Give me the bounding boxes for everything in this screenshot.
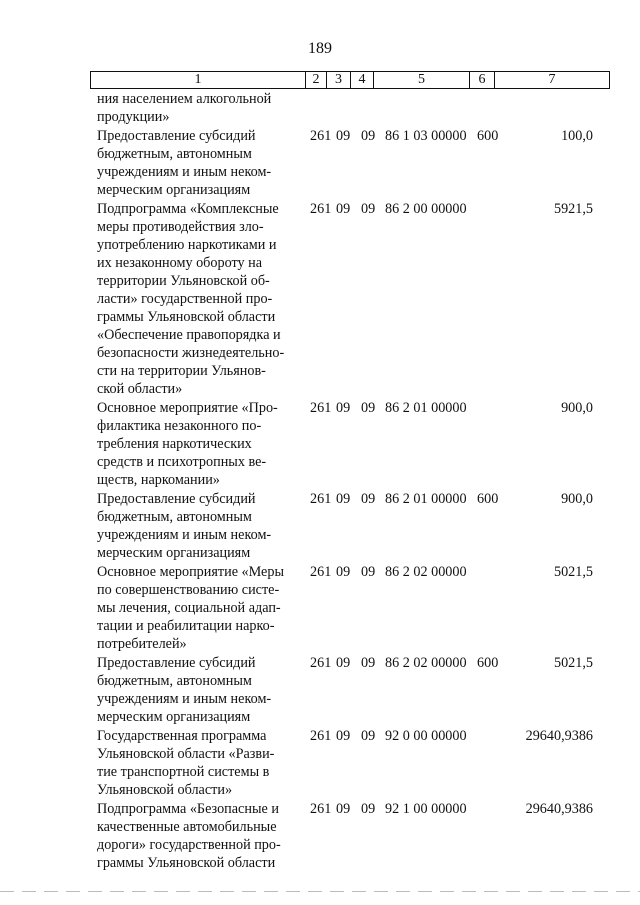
description-line: Предоставление субсидий [97,128,256,144]
amount: 900,0 [561,491,593,507]
row-description [97,727,301,799]
target-article: 86 2 01 00000 [385,400,467,416]
header-col-3: 3 [327,72,351,88]
ministry-code: 261 [310,128,332,144]
amount: 29640,9386 [525,728,593,744]
amount: 5921,5 [553,201,593,217]
table-row [0,800,640,872]
description-line: дороги» государственной про- [97,837,281,853]
header-col-6: 6 [470,72,495,88]
row-description [97,490,301,562]
description-line: учреждениям и иным неком- [97,527,272,543]
table-body [0,90,640,872]
description-line: Основное мероприятие «Меры [97,564,284,580]
page-number: 189 [308,40,332,57]
description-line: потребителей» [97,636,187,652]
table-row [0,90,640,126]
section-code: 09 [336,728,351,744]
description-line: ния населением алкогольной [97,91,272,107]
description-line: ласти» государственной про- [97,291,273,307]
header-col-1: 1 [91,72,306,88]
header-col-7: 7 [548,72,556,87]
scan-edge-divider [0,891,640,892]
table-row [0,727,640,799]
table-header [90,71,610,89]
description-line: меры противодействия зло- [97,219,264,235]
ministry-code: 261 [310,728,332,744]
amount: 29640,9386 [525,801,593,817]
section-code: 09 [336,564,351,580]
table-row [0,127,640,199]
description-line: Государственная программа [97,728,267,744]
table-row [0,654,640,726]
description-line: мерческим организациям [97,709,251,725]
description-line: Предоставление субсидий [97,491,256,507]
subsection-code: 09 [361,201,376,217]
description-line: мерческим организациям [97,545,251,561]
description-line: употреблению наркотиками и [97,237,277,253]
description-line: бюджетным, автономным [97,673,252,689]
row-description [97,127,301,199]
section-code: 09 [336,128,351,144]
description-line: безопасности жизнедеятельно- [97,345,285,361]
description-line: территории Ульяновской об- [97,273,270,289]
table-row [0,563,640,653]
row-description [97,654,301,726]
description-line: бюджетным, автономным [97,146,252,162]
target-article: 92 1 00 00000 [385,801,467,817]
target-article: 92 0 00 00000 [385,728,467,744]
description-line: ществ, наркомании» [97,472,220,488]
table-row [0,399,640,489]
description-line: тации и реабилитации нарко- [97,618,275,634]
ministry-code: 261 [310,801,332,817]
description-line: учреждениям и иным неком- [97,691,272,707]
target-article: 86 2 02 00000 [385,564,467,580]
ministry-code: 261 [310,400,332,416]
description-line: учреждениям и иным неком- [97,164,272,180]
ministry-code: 261 [310,201,332,217]
section-code: 09 [336,801,351,817]
row-description [97,399,301,489]
description-line: их незаконному обороту на [97,255,263,271]
description-line: продукции» [97,109,170,125]
section-code: 09 [336,491,351,507]
description-line: Ульяновской области «Разви- [97,746,275,762]
description-line: ской области» [97,381,183,397]
ministry-code: 261 [310,564,332,580]
description-line: мерческим организациям [97,182,251,198]
description-line: Ульяновской области» [97,782,233,798]
subsection-code: 09 [361,491,376,507]
row-description [97,200,301,398]
subsection-code: 09 [361,728,376,744]
description-line: средств и психотропных ве- [97,454,267,470]
target-article: 86 1 03 00000 [385,128,467,144]
amount: 100,0 [561,128,593,144]
subsection-code: 09 [361,400,376,416]
section-code: 09 [336,400,351,416]
target-article: 86 2 00 00000 [385,201,467,217]
amount: 5021,5 [553,564,593,580]
description-line: Основное мероприятие «Про- [97,400,278,416]
description-line: граммы Ульяновской области [97,309,276,325]
target-article: 86 2 01 00000 [385,491,467,507]
ministry-code: 261 [310,655,332,671]
subsection-code: 09 [361,564,376,580]
amount: 5021,5 [553,655,593,671]
expense-type: 600 [477,491,499,507]
description-line: Предоставление субсидий [97,655,256,671]
description-line: по совершенствованию систе- [97,582,280,598]
amount: 900,0 [561,400,593,416]
section-code: 09 [336,201,351,217]
target-article: 86 2 02 00000 [385,655,467,671]
header-col-4: 4 [351,72,374,88]
expense-type: 600 [477,128,499,144]
section-code: 09 [336,655,351,671]
header-col-5: 5 [374,72,470,88]
subsection-code: 09 [361,801,376,817]
subsection-code: 09 [361,655,376,671]
row-description [97,800,301,872]
description-line: качественные автомобильные [97,819,277,835]
description-line: «Обеспечение правопорядка и [97,327,281,343]
table-row [0,200,640,398]
description-line: тие транспортной системы в [97,764,270,780]
description-line: граммы Ульяновской области [97,855,276,871]
description-line: сти на территории Ульянов- [97,363,266,379]
header-col-2: 2 [306,72,327,88]
ministry-code: 261 [310,491,332,507]
row-description [97,563,301,653]
description-line: Подпрограмма «Безопасные и [97,801,279,817]
description-line: мы лечения, социальной адап- [97,600,281,616]
subsection-code: 09 [361,128,376,144]
description-line: Подпрограмма «Комплексные [97,201,279,217]
row-description [97,90,301,126]
table-row [0,490,640,562]
description-line: требления наркотических [97,436,252,452]
description-line: бюджетным, автономным [97,509,252,525]
description-line: филактика незаконного по- [97,418,262,434]
expense-type: 600 [477,655,499,671]
